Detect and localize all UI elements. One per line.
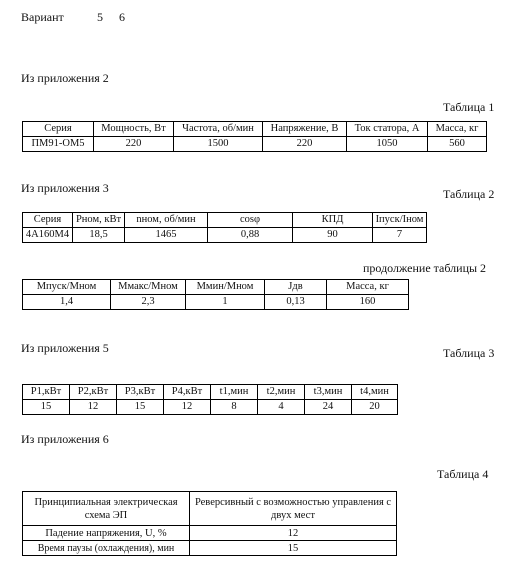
table-1-header: Серия bbox=[23, 122, 94, 137]
table-3-header: P4,кВт bbox=[164, 385, 211, 400]
table-2-header: nном, об/мин bbox=[125, 213, 208, 228]
table-4-param-label: Падение напряжения, U, % bbox=[23, 526, 190, 541]
table-1-cell: ПМ91-ОМ5 bbox=[23, 137, 94, 152]
table-1-caption: Таблица 1 bbox=[443, 100, 495, 114]
table-2-continuation-caption: продолжение таблицы 2 bbox=[363, 261, 487, 275]
table-3-cell: 4 bbox=[258, 400, 305, 415]
table-2b-cell: 2,3 bbox=[111, 295, 186, 310]
table-1-cell: 1500 bbox=[174, 137, 263, 152]
table-1-cell: 220 bbox=[263, 137, 347, 152]
table-1-header-row bbox=[23, 122, 487, 137]
table-2b-header: Мпуск/Мном bbox=[23, 280, 111, 295]
table-2-header: cosφ bbox=[208, 213, 293, 228]
table-2-cell: 4А160М4 bbox=[23, 228, 73, 243]
table-2 bbox=[22, 212, 427, 243]
table-2-cell: 7 bbox=[373, 228, 427, 243]
table-2-caption: Таблица 2 bbox=[443, 187, 495, 201]
table-3 bbox=[22, 384, 398, 415]
variant-number-2: 6 bbox=[119, 10, 125, 24]
table-1-cell: 220 bbox=[94, 137, 174, 152]
table-4-param-value: 15 bbox=[190, 541, 397, 556]
table-3-header: t4,мин bbox=[352, 385, 398, 400]
table-3-header: P1,кВт bbox=[23, 385, 70, 400]
table-3-header: t1,мин bbox=[211, 385, 258, 400]
table-2-row bbox=[23, 228, 427, 243]
section-appendix-3: Из приложения 3 bbox=[21, 181, 109, 195]
table-2b-cell: 0,13 bbox=[265, 295, 327, 310]
variant-label: Вариант bbox=[21, 10, 64, 24]
table-4 bbox=[22, 491, 397, 556]
table-2-header: Iпуск/Iном bbox=[373, 213, 427, 228]
table-1-header: Масса, кг bbox=[428, 122, 487, 137]
table-4-row bbox=[23, 526, 397, 541]
table-4-param-label: Принципиальная электрическая схема ЭП bbox=[23, 492, 190, 526]
table-4-row bbox=[23, 541, 397, 556]
table-2b-header: Ммакс/Мном bbox=[111, 280, 186, 295]
table-2b-row bbox=[23, 295, 409, 310]
table-2b-cell: 160 bbox=[327, 295, 409, 310]
table-2-cell: 18,5 bbox=[73, 228, 125, 243]
table-2-header: Рном, кВт bbox=[73, 213, 125, 228]
table-1-header: Частота, об/мин bbox=[174, 122, 263, 137]
table-2-header: КПД bbox=[293, 213, 373, 228]
table-1-row bbox=[23, 137, 487, 152]
table-3-cell: 15 bbox=[117, 400, 164, 415]
table-4-row bbox=[23, 492, 397, 526]
table-2-header: Серия bbox=[23, 213, 73, 228]
table-1-cell: 560 bbox=[428, 137, 487, 152]
table-3-row bbox=[23, 400, 398, 415]
table-2b-header: Масса, кг bbox=[327, 280, 409, 295]
table-4-param-value: Реверсивный с возможностью управления с двух мест bbox=[190, 492, 397, 526]
table-1-cell: 1050 bbox=[347, 137, 428, 152]
table-2b-header: Jдв bbox=[265, 280, 327, 295]
table-2b-header: Ммин/Мном bbox=[186, 280, 265, 295]
table-3-header-row bbox=[23, 385, 398, 400]
table-2b-cell: 1 bbox=[186, 295, 265, 310]
table-3-header: P3,кВт bbox=[117, 385, 164, 400]
table-3-header: P2,кВт bbox=[70, 385, 117, 400]
table-4-param-label: Время паузы (охлаждения), мин bbox=[23, 541, 190, 556]
table-3-caption: Таблица 3 bbox=[443, 346, 495, 360]
table-3-header: t3,мин bbox=[305, 385, 352, 400]
table-3-cell: 8 bbox=[211, 400, 258, 415]
table-2b-cell: 1,4 bbox=[23, 295, 111, 310]
table-3-cell: 12 bbox=[164, 400, 211, 415]
table-1-header: Мощность, Вт bbox=[94, 122, 174, 137]
table-2b-header-row bbox=[23, 280, 409, 295]
table-3-cell: 24 bbox=[305, 400, 352, 415]
table-4-caption: Таблица 4 bbox=[437, 467, 489, 481]
table-2-cell: 90 bbox=[293, 228, 373, 243]
table-1-header: Напряжение, В bbox=[263, 122, 347, 137]
table-3-cell: 20 bbox=[352, 400, 398, 415]
table-4-param-value: 12 bbox=[190, 526, 397, 541]
table-2-cell: 1465 bbox=[125, 228, 208, 243]
section-appendix-2: Из приложения 2 bbox=[21, 71, 109, 85]
table-2-continuation bbox=[22, 279, 409, 310]
table-2-cell: 0,88 bbox=[208, 228, 293, 243]
table-2-header-row bbox=[23, 213, 427, 228]
variant-number-1: 5 bbox=[97, 10, 103, 24]
table-3-header: t2,мин bbox=[258, 385, 305, 400]
table-3-cell: 15 bbox=[23, 400, 70, 415]
table-3-cell: 12 bbox=[70, 400, 117, 415]
table-1-header: Ток статора, А bbox=[347, 122, 428, 137]
section-appendix-5: Из приложения 5 bbox=[21, 341, 109, 355]
section-appendix-6: Из приложения 6 bbox=[21, 432, 109, 446]
table-1 bbox=[22, 121, 487, 152]
